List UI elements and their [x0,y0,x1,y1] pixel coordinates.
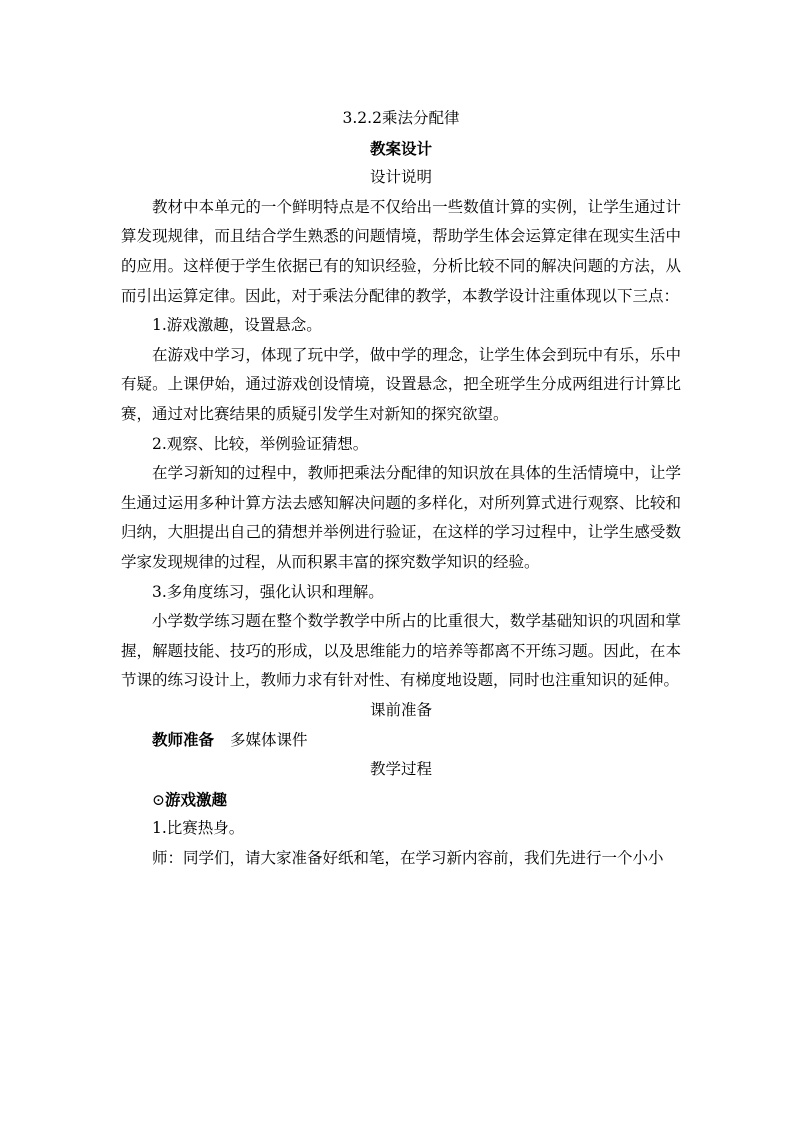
point-2-body: 在学习新知的过程中，教师把乘法分配律的知识放在具体的生活情境中，让学生通过运用多种计算方法去感知解决问题的多样化，对所列算式进行观察、比较和归纳，大胆提出自己的猜想并举例进行验证，在这样的学习过程中，让学生感受数学家发现规律的过程，从而积累丰富的探究数学知识的经验。 [121,464,681,571]
step-1-body: 师：同学们，请大家准备好纸和笔，在学习新内容前，我们先进行一个小小 [152,848,664,867]
teacher-prep-value: 多媒体课件 [230,731,308,750]
teacher-prep-label: 教师准备 [152,730,215,750]
point-2-title: 2.观察、比较，举例验证猜想。 [152,434,369,453]
teacher-prep-row [121,725,681,755]
lesson-subtitle: 教案设计 [369,138,432,158]
game-heading-row [121,785,681,815]
document-page [121,104,681,873]
point-3-body: 小学数学练习题在整个数学教学中所占的比重很大，数学基础知识的巩固和掌握，解题技能、技巧的形成，以及思维能力的培养等都离不开练习题。因此，在本节课的练习设计上，教师力求有针对性、有梯度地设题，同时也注重知识的延伸。 [121,612,681,690]
point-1-body: 在游戏中学习，体现了玩中学，做中学的理念，让学生体会到玩中有乐，乐中有疑。上课伊始，通过游戏创设情境，设置悬念，把全班学生分成两组进行计算比赛，通过对比赛结果的质疑引发学生对新知的探究欲望。 [121,345,681,423]
point-3-title: 3.多角度练习，强化认识和理解。 [152,582,384,601]
lesson-title: 3.2.2乘法分配律 [342,109,460,127]
section-heading-prep: 课前准备 [369,700,432,719]
circle-dot-icon: ⊙ [152,790,165,809]
intro-paragraph: 教材中本单元的一个鲜明特点是不仅给出一些数值计算的实例，让学生通过计算发现规律，而且结合学生熟悉的问题情境，帮助学生体会运算定律在现实生活中的应用。这样便于学生依据已有的知识经验，分析比较不同的解决问题的方法，从而引出运算定律。因此，对于乘法分配律的教学，本教学设计注重体现以下三点： [121,197,681,305]
section-heading-design: 设计说明 [369,168,432,187]
game-heading: 游戏激趣 [165,789,228,809]
section-heading-process: 教学过程 [369,760,432,779]
point-1-title: 1.游戏激趣，设置悬念。 [152,316,322,335]
step-1-title: 1.比赛热身。 [152,819,245,838]
